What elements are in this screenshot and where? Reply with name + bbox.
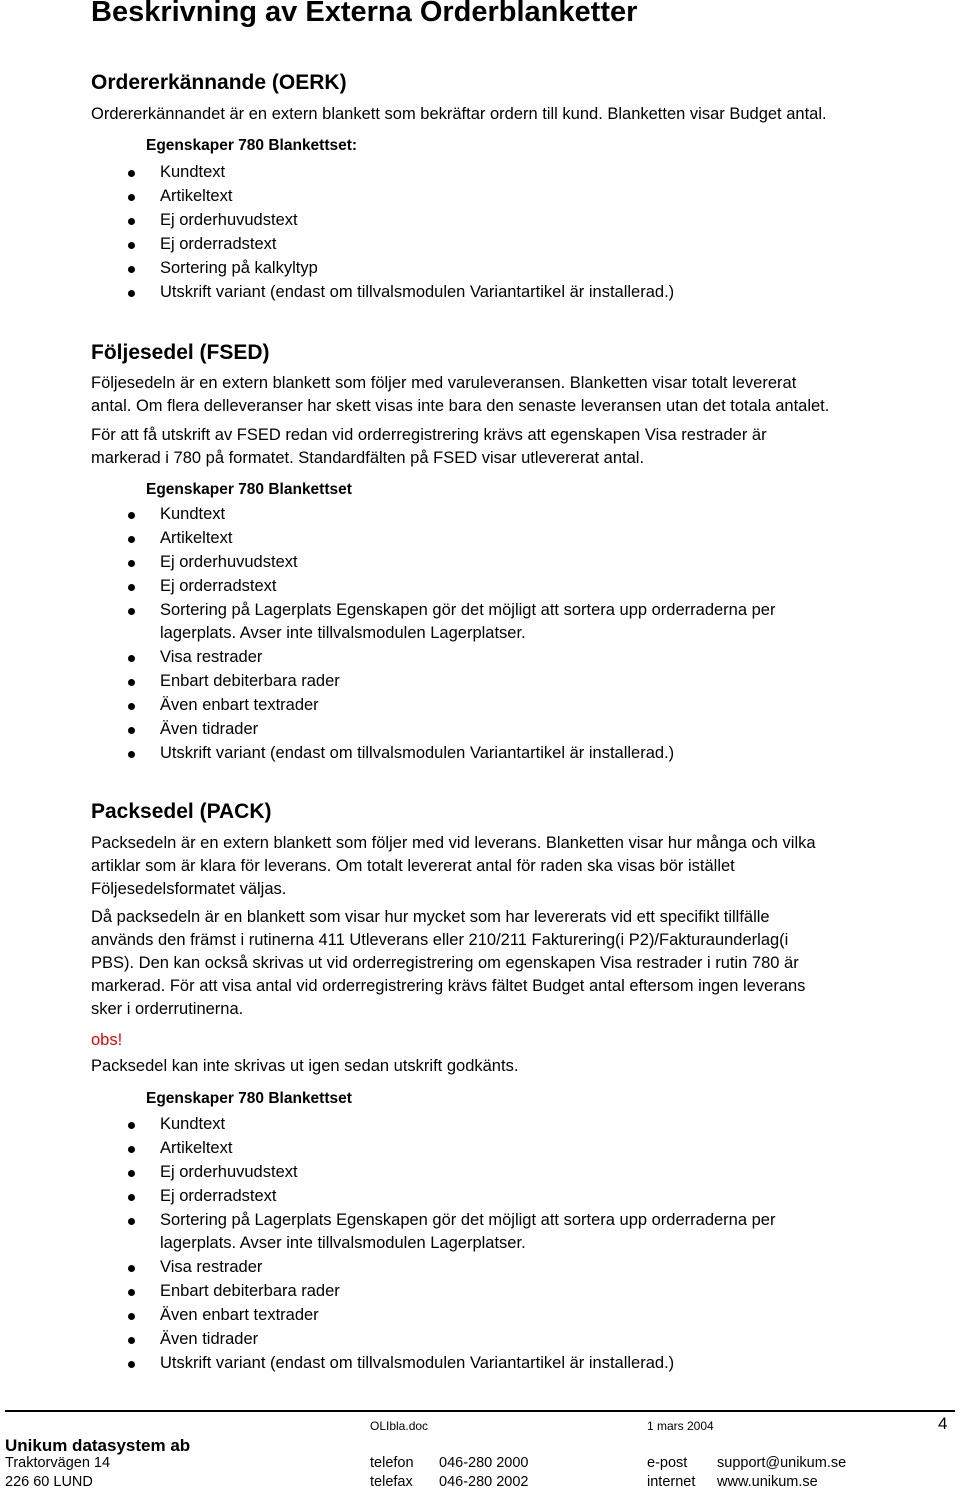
- bullet-icon: [128, 1170, 135, 1177]
- list-item: Enbart debiterbara rader: [160, 1282, 340, 1300]
- footer-fax: 046-280 2002: [439, 1474, 529, 1490]
- list-item-continuation: lagerplats. Avser inte tillvalsmodulen Lagerplatser.: [160, 1234, 526, 1252]
- footer-web-label: internet: [647, 1474, 696, 1490]
- fsed-paragraph-2-line-2: markerad i 780 på formatet. Standardfälten på FSED visar utlevererat antal.: [91, 449, 645, 467]
- footer-email[interactable]: support@unikum.se: [717, 1455, 847, 1471]
- bullet-icon: [128, 194, 135, 201]
- bullet-icon: [128, 512, 135, 519]
- bullet-icon: [128, 727, 135, 734]
- footer-email-label: e-post: [647, 1455, 688, 1471]
- pack-p1-line: Packsedeln är en extern blankett som följer med vid leverans. Blanketten visar hur många och vilka: [91, 834, 816, 852]
- fsed-props-label: Egenskaper 780 Blankettset: [146, 481, 352, 498]
- bullet-icon: [128, 608, 135, 615]
- page-title: Beskrivning av Externa Orderblanketter: [91, 0, 638, 28]
- bullet-icon: [128, 1337, 135, 1344]
- list-item: Visa restrader: [160, 648, 263, 666]
- list-item: Artikeltext: [160, 1139, 233, 1157]
- list-item-continuation: lagerplats. Avser inte tillvalsmodulen Lagerplatser.: [160, 624, 526, 642]
- oerk-intro: Ordererkännandet är en extern blankett som bekräftar ordern till kund. Blanketten visar Budget antal.: [91, 105, 827, 123]
- pack-p1-line: artiklar som är klara för leverans. Om totalt levererat antal för raden ska visas bör istället: [91, 857, 735, 875]
- fsed-paragraph-2-line-1: För att få utskrift av FSED redan vid orderregistrering krävs att egenskapen Visa restrader är: [91, 426, 767, 444]
- list-item: Ej orderradstext: [160, 1187, 277, 1205]
- list-item: Sortering på Lagerplats Egenskapen gör det möjligt att sortera upp orderraderna per: [160, 1211, 776, 1229]
- bullet-icon: [128, 1289, 135, 1296]
- footer-filename: OLIbla.doc: [370, 1419, 429, 1433]
- footer-city: 226 60 LUND: [5, 1474, 93, 1490]
- bullet-icon: [128, 560, 135, 567]
- list-item: Även tidrader: [160, 1330, 259, 1348]
- list-item: Även tidrader: [160, 720, 259, 738]
- pack-p2-line: PBS). Den kan också skrivas ut vid orderregistrering om egenskapen Visa restrader i rutin 780 är: [91, 954, 799, 972]
- bullet-icon: [128, 218, 135, 225]
- bullet-icon: [128, 1218, 135, 1225]
- bullet-icon: [128, 1146, 135, 1153]
- bullet-icon: [128, 751, 135, 758]
- obs-label: obs!: [91, 1031, 123, 1049]
- bullet-icon: [128, 170, 135, 177]
- list-item: Enbart debiterbara rader: [160, 672, 340, 690]
- oerk-props-label: Egenskaper 780 Blankettset:: [146, 137, 358, 154]
- list-item: Sortering på Lagerplats Egenskapen gör det möjligt att sortera upp orderraderna per: [160, 601, 776, 619]
- list-item: Kundtext: [160, 163, 226, 181]
- bullet-icon: [128, 266, 135, 273]
- list-item: Artikeltext: [160, 529, 233, 547]
- list-item: Utskrift variant (endast om tillvalsmodulen Variantartikel är installerad.): [160, 283, 675, 301]
- list-item: Utskrift variant (endast om tillvalsmodulen Variantartikel är installerad.): [160, 1354, 675, 1372]
- pack-p2-line: Då packsedeln är en blankett som visar hur mycket som har levererats vid ett specifikt tillfälle: [91, 908, 770, 926]
- list-item: Ej orderhuvudstext: [160, 553, 298, 571]
- pack-p2-line: markerad. För att visa antal vid orderregistrering krävs fältet Budget antal eftersom ingen leverans: [91, 977, 806, 995]
- bullet-icon: [128, 1194, 135, 1201]
- bullet-icon: [128, 655, 135, 662]
- footer-fax-label: telefax: [370, 1474, 413, 1490]
- list-item: Sortering på kalkyltyp: [160, 259, 318, 277]
- bullet-icon: [128, 242, 135, 249]
- footer-web[interactable]: www.unikum.se: [717, 1474, 818, 1490]
- bullet-icon: [128, 1313, 135, 1320]
- footer-tel-label: telefon: [370, 1455, 414, 1471]
- bullet-icon: [128, 703, 135, 710]
- list-item: Utskrift variant (endast om tillvalsmodulen Variantartikel är installerad.): [160, 744, 675, 762]
- pack-props-label: Egenskaper 780 Blankettset: [146, 1090, 352, 1107]
- list-item: Ej orderhuvudstext: [160, 211, 298, 229]
- fsed-paragraph-1-line-2: antal. Om flera delleveranser har skett visas inte bara den senaste leveransen utan det totala antalet.: [91, 397, 830, 415]
- list-item: Visa restrader: [160, 1258, 263, 1276]
- bullet-icon: [128, 679, 135, 686]
- list-item: Ej orderhuvudstext: [160, 1163, 298, 1181]
- section-heading-fsed: Följesedel (FSED): [91, 341, 270, 364]
- section-heading-pack: Packsedel (PACK): [91, 800, 272, 823]
- fsed-paragraph-1-line-1: Följesedeln är en extern blankett som följer med varuleveransen. Blanketten visar totalt levererat: [91, 374, 797, 392]
- pack-p2-line: används den främst i rutinerna 411 Utleverans eller 210/211 Fakturering(i P2)/Fakturaunderlag(i: [91, 931, 789, 949]
- footer-company: Unikum datasystem ab: [5, 1436, 191, 1455]
- footer-page-number: 4: [938, 1414, 948, 1433]
- list-item: Ej orderradstext: [160, 235, 277, 253]
- obs-text: Packsedel kan inte skrivas ut igen sedan utskrift godkänts.: [91, 1057, 519, 1075]
- pack-p1-line: Följesedelsformatet väljas.: [91, 880, 287, 898]
- footer-street: Traktorvägen 14: [5, 1455, 111, 1471]
- bullet-icon: [128, 290, 135, 297]
- list-item: Kundtext: [160, 505, 226, 523]
- bullet-icon: [128, 584, 135, 591]
- bullet-icon: [128, 1361, 135, 1368]
- list-item: Artikeltext: [160, 187, 233, 205]
- list-item: Även enbart textrader: [160, 696, 319, 714]
- bullet-icon: [128, 1265, 135, 1272]
- list-item: Ej orderradstext: [160, 577, 277, 595]
- pack-p2-line: sker i orderrutinerna.: [91, 1000, 244, 1018]
- section-heading-oerk: Ordererkännande (OERK): [91, 71, 347, 94]
- list-item: Även enbart textrader: [160, 1306, 319, 1324]
- footer-tel: 046-280 2000: [439, 1455, 529, 1471]
- footer-date: 1 mars 2004: [647, 1419, 714, 1433]
- bullet-icon: [128, 536, 135, 543]
- footer-divider: [5, 1410, 955, 1412]
- list-item: Kundtext: [160, 1115, 226, 1133]
- bullet-icon: [128, 1122, 135, 1129]
